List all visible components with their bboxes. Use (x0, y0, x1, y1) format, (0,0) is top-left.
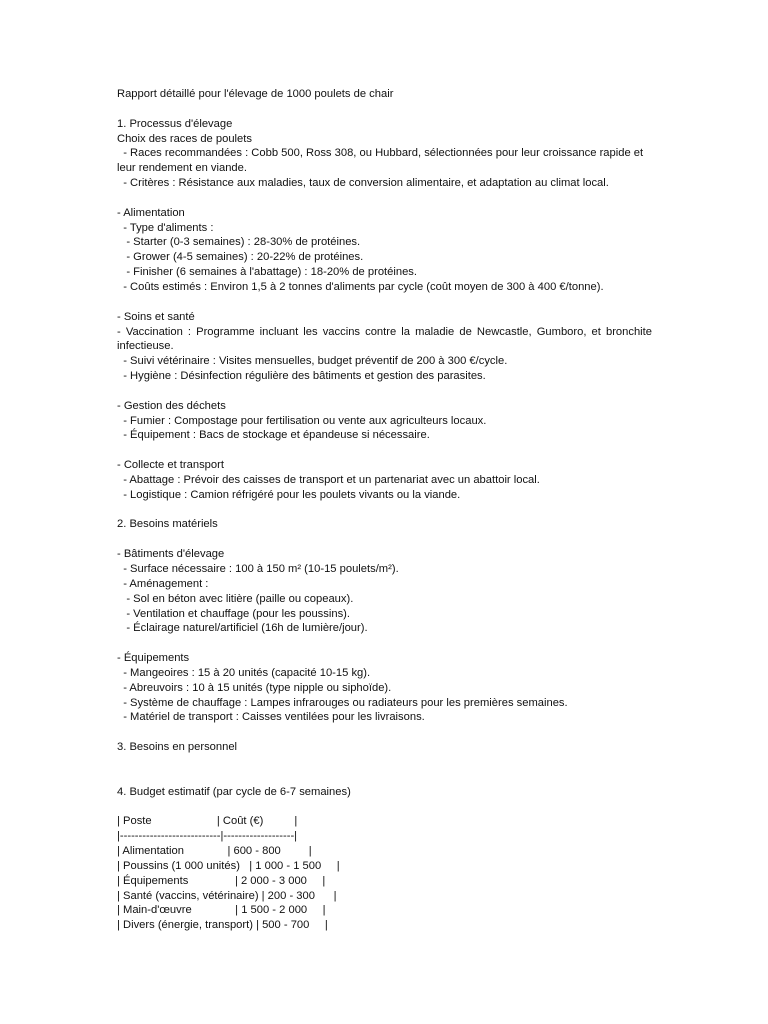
budget-table (117, 814, 652, 933)
buildings-surface: - Surface nécessaire : 100 à 150 m² (10-15 poulets/m²). (117, 563, 399, 575)
races-heading: Choix des races de poulets (117, 132, 252, 145)
equipment-heating: - Système de chauffage : Lampes infrarouges ou radiateurs pour les premières semaines. (117, 696, 568, 709)
buildings-floor: - Sol en béton avec litière (paille ou copeaux). (117, 592, 354, 605)
feed-costs: - Coûts estimés : Environ 1,5 à 2 tonnes d'aliments par cycle (coût moyen de 300 à 400 €/tonne). (117, 280, 604, 293)
equipment-drinkers: - Abreuvoirs : 10 à 15 unités (type nipple ou siphoïde). (117, 681, 392, 694)
waste-heading: - Gestion des déchets (117, 399, 226, 412)
collection-logistics: - Logistique : Camion réfrigéré pour les poulets vivants ou la viande. (117, 488, 461, 501)
feed-starter: - Starter (0-3 semaines) : 28-30% de protéines. (117, 236, 361, 249)
waste-manure: - Fumier : Compostage pour fertilisation ou vente aux agriculteurs locaux. (117, 414, 487, 427)
budget-table-row: | Divers (énergie, transport) | 500 - 700 | (117, 919, 328, 932)
equipment-heading: - Équipements (117, 652, 190, 665)
budget-table-row: | Main-d'œuvre | 1 500 - 2 000 | (117, 904, 326, 917)
section-4-heading: 4. Budget estimatif (par cycle de 6-7 semaines) (117, 785, 351, 798)
section-3-heading: 3. Besoins en personnel (117, 741, 238, 754)
feed-grower: - Grower (4-5 semaines) : 20-22% de protéines. (117, 251, 364, 264)
vet-followup: - Suivi vétérinaire : Visites mensuelles, budget préventif de 200 à 300 €/cycle. (117, 355, 508, 368)
budget-table-row: | Alimentation | 600 - 800 | (117, 845, 312, 858)
document-body (117, 87, 652, 933)
hygiene: - Hygiène : Désinfection régulière des bâtiments et gestion des parasites. (117, 370, 486, 383)
vaccination: - Vaccination : Programme incluant les vaccins contre la maladie de Newcastle, Gumboro, et bronchite infectieuse. (117, 325, 652, 353)
buildings-ventilation: - Ventilation et chauffage (pour les poussins). (117, 607, 351, 620)
feed-finisher: - Finisher (6 semaines à l'abattage) : 18-20% de protéines. (117, 266, 418, 279)
feed-types-heading: - Type d'aliments : (117, 221, 214, 234)
collection-heading: - Collecte et transport (117, 459, 224, 472)
collection-slaughter: - Abattage : Prévoir des caisses de transport et un partenariat avec un abattoir local. (117, 473, 540, 486)
budget-table-row: | Poussins (1 000 unités) | 1 000 - 1 500 | (117, 859, 340, 872)
budget-table-row: | Santé (vaccins, vétérinaire) | 200 - 300 | (117, 889, 337, 902)
races-criteria: - Critères : Résistance aux maladies, taux de conversion alimentaire, et adaptation au climat local. (117, 177, 609, 190)
budget-table-header: | Poste | Coût (€) | (117, 815, 298, 828)
equipment-transport: - Matériel de transport : Caisses ventilées pour les livraisons. (117, 711, 425, 724)
waste-equipment: - Équipement : Bacs de stockage et épandeuse si nécessaire. (117, 429, 430, 442)
equipment-feeders: - Mangeoires : 15 à 20 unités (capacité 10-15 kg). (117, 666, 371, 679)
races-recommended: - Races recommandées : Cobb 500, Ross 308, ou Hubbard, sélectionnées pour leur croissance rapide et leur rendement en viande. (117, 147, 647, 175)
buildings-heading: - Bâtiments d'élevage (117, 548, 225, 561)
alimentation-heading: - Alimentation (117, 206, 185, 219)
budget-table-separator: |---------------------------|-------------------| (117, 830, 298, 843)
buildings-layout: - Aménagement : (117, 577, 209, 590)
budget-table-row: | Équipements | 2 000 - 3 000 | (117, 874, 326, 887)
buildings-lighting: - Éclairage naturel/artificiel (16h de lumière/jour). (117, 622, 368, 635)
document-title: Rapport détaillé pour l'élevage de 1000 poulets de chair (117, 88, 394, 100)
section-1-heading: 1. Processus d'élevage (117, 117, 233, 130)
section-2-heading: 2. Besoins matériels (117, 518, 218, 531)
health-heading: - Soins et santé (117, 310, 195, 323)
